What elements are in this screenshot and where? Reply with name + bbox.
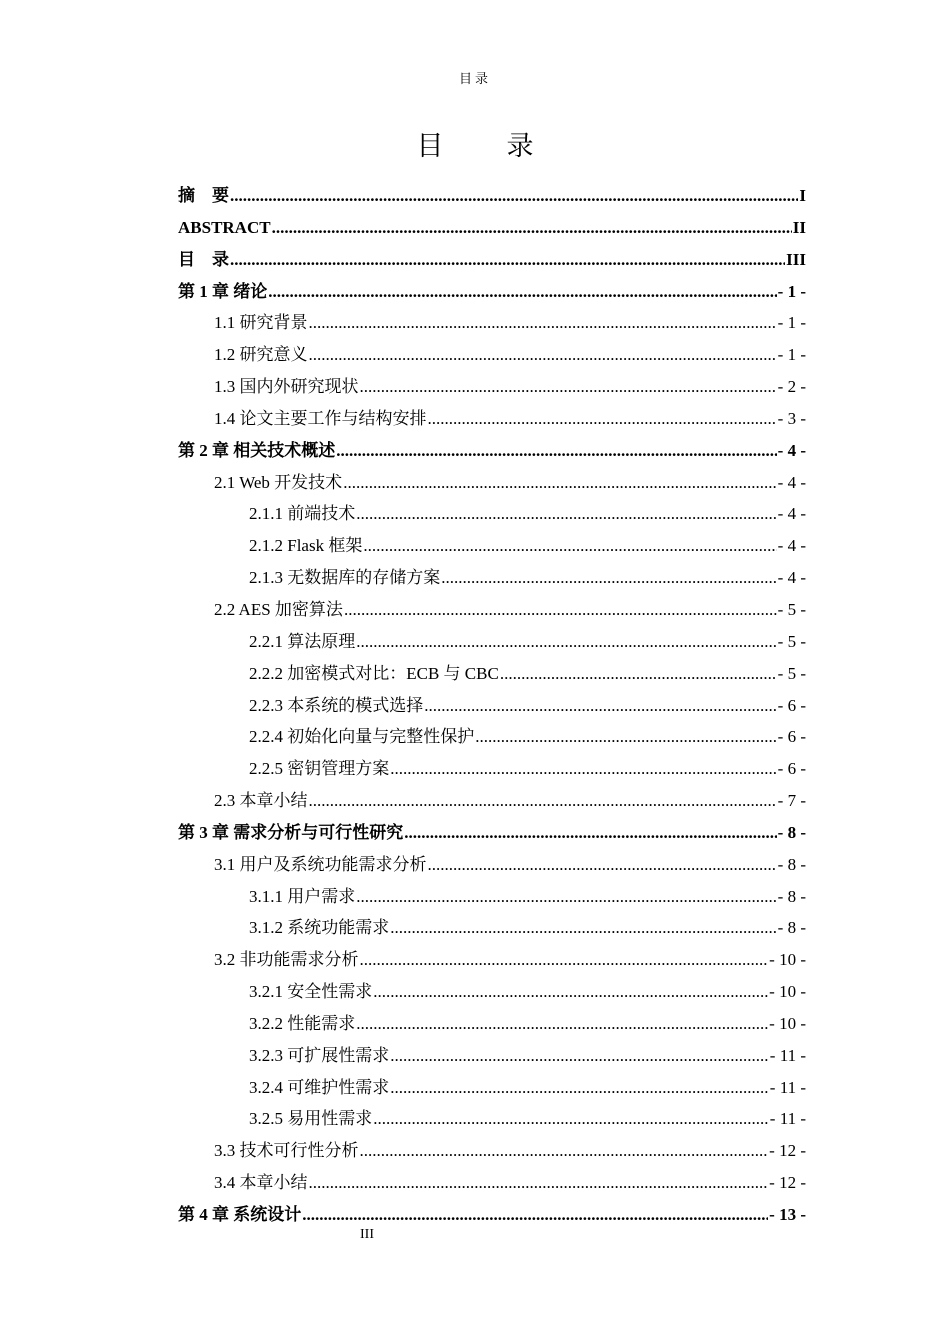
- toc-entry-page: - 6 -: [777, 759, 806, 779]
- toc-entry[interactable]: [178, 180, 806, 212]
- toc-leader-dots: [356, 881, 776, 913]
- toc-entry[interactable]: [178, 498, 806, 530]
- toc-entry-title: 第 3 章 需求分析与可行性研究: [178, 822, 404, 842]
- toc-entry-title: 2.2 AES 加密算法: [214, 599, 343, 619]
- toc-entry[interactable]: [178, 1103, 806, 1135]
- toc-leader-dots: [441, 562, 776, 594]
- toc-entry-page: - 13 -: [769, 1205, 806, 1224]
- toc-entry-title: 3.1 用户及系统功能需求分析: [214, 854, 427, 874]
- toc-entry-title: 1.1 研究背景: [214, 313, 308, 333]
- toc-leader-dots: [356, 1008, 768, 1040]
- toc-entry[interactable]: [178, 530, 806, 562]
- toc-leader-dots: [500, 658, 777, 690]
- toc-entry-title: 第 2 章 相关技术概述: [178, 440, 336, 460]
- toc-entry-title: 3.1.1 用户需求: [249, 886, 356, 906]
- toc-entry-title: 2.1.3 无数据库的存储方案: [249, 568, 441, 588]
- toc-entry-page: - 1 -: [777, 281, 806, 301]
- toc-entry-page: - 3 -: [777, 408, 806, 428]
- toc-entry-page: - 2 -: [777, 377, 806, 397]
- toc-entry-page: - 12 -: [769, 1141, 806, 1161]
- toc-entry-title: 目 录: [178, 249, 229, 269]
- toc-entry[interactable]: [178, 339, 806, 371]
- toc-entry[interactable]: [178, 785, 806, 817]
- toc-entry-title: 第 4 章 系统设计: [178, 1205, 302, 1224]
- toc-entry-title: 摘 要: [178, 186, 229, 205]
- toc-entry[interactable]: [178, 817, 806, 849]
- toc-leader-dots: [336, 435, 776, 467]
- toc-entry-page: - 10 -: [769, 950, 806, 970]
- toc-leader-dots: [309, 339, 777, 371]
- toc-entry-page: - 10 -: [769, 1013, 806, 1033]
- toc-entry-title: 2.1 Web 开发技术: [214, 472, 343, 492]
- toc-entry-title: ABSTRACT: [178, 217, 271, 237]
- toc-leader-dots: [475, 721, 776, 753]
- toc-entry[interactable]: [178, 1008, 806, 1040]
- toc-leader-dots: [344, 594, 777, 626]
- table-of-contents: [178, 180, 806, 1231]
- toc-leader-dots: [424, 690, 776, 722]
- toc-leader-dots: [363, 530, 776, 562]
- toc-entry[interactable]: [178, 276, 806, 308]
- toc-entry[interactable]: [178, 626, 806, 658]
- toc-leader-dots: [268, 276, 776, 308]
- toc-entry-page: - 4 -: [777, 440, 806, 460]
- toc-entry-title: 2.2.1 算法原理: [249, 631, 356, 651]
- toc-entry-page: - 12 -: [769, 1173, 806, 1193]
- toc-entry[interactable]: [178, 849, 806, 881]
- toc-entry-title: 3.4 本章小结: [214, 1173, 308, 1193]
- toc-entry-page: - 1 -: [777, 345, 806, 365]
- toc-entry[interactable]: [178, 912, 806, 944]
- toc-leader-dots: [309, 307, 777, 339]
- toc-entry-page: - 6 -: [777, 695, 806, 715]
- toc-entry[interactable]: [178, 244, 806, 276]
- toc-entry-page: - 11 -: [769, 1045, 806, 1065]
- toc-entry-title: 3.2.2 性能需求: [249, 1013, 356, 1033]
- toc-entry-title: 2.2.4 初始化向量与完整性保护: [249, 727, 475, 747]
- toc-leader-dots: [428, 849, 777, 881]
- toc-entry-title: 2.2.3 本系统的模式选择: [249, 695, 424, 715]
- toc-entry-title: 3.2 非功能需求分析: [214, 950, 359, 970]
- toc-leader-dots: [309, 1167, 769, 1199]
- toc-entry-title: 3.1.2 系统功能需求: [249, 918, 390, 938]
- toc-entry[interactable]: [178, 976, 806, 1008]
- toc-entry[interactable]: [178, 1135, 806, 1167]
- toc-leader-dots: [390, 1072, 769, 1104]
- toc-entry-title: 1.2 研究意义: [214, 345, 308, 365]
- toc-leader-dots: [373, 976, 768, 1008]
- toc-entry-page: - 11 -: [769, 1077, 806, 1097]
- toc-entry-page: - 7 -: [777, 791, 806, 811]
- page-title: 目 录: [416, 131, 552, 161]
- toc-entry[interactable]: [178, 307, 806, 339]
- toc-leader-dots: [428, 403, 777, 435]
- toc-entry-page: - 6 -: [777, 727, 806, 747]
- page-number: III: [360, 1227, 374, 1242]
- toc-entry[interactable]: [178, 403, 806, 435]
- toc-leader-dots: [356, 626, 776, 658]
- toc-entry[interactable]: [178, 690, 806, 722]
- toc-entry-page: I: [799, 186, 806, 205]
- toc-entry-page: - 8 -: [777, 854, 806, 874]
- toc-entry-page: - 11 -: [769, 1109, 806, 1129]
- toc-entry-title: 2.2.2 加密模式对比：ECB 与 CBC: [249, 663, 499, 683]
- toc-leader-dots: [373, 1103, 769, 1135]
- toc-entry-title: 2.3 本章小结: [214, 791, 308, 811]
- toc-entry[interactable]: [178, 1167, 806, 1199]
- toc-entry-page: III: [786, 249, 806, 269]
- toc-entry-page: - 5 -: [777, 663, 806, 683]
- toc-entry-title: 2.1.2 Flask 框架: [249, 536, 363, 556]
- toc-entry-title: 第 1 章 绪论: [178, 281, 268, 301]
- toc-leader-dots: [404, 817, 776, 849]
- toc-entry[interactable]: [178, 1072, 806, 1104]
- toc-entry-title: 3.2.5 易用性需求: [249, 1109, 373, 1129]
- toc-leader-dots: [360, 371, 777, 403]
- toc-entry-page: II: [792, 217, 806, 237]
- toc-entry-title: 3.3 技术可行性分析: [214, 1141, 359, 1161]
- toc-entry-page: - 8 -: [777, 822, 806, 842]
- toc-leader-dots: [356, 498, 776, 530]
- toc-leader-dots: [390, 753, 776, 785]
- toc-entry-page: - 5 -: [777, 631, 806, 651]
- toc-leader-dots: [230, 180, 798, 212]
- toc-leader-dots: [230, 244, 785, 276]
- toc-entry[interactable]: [178, 721, 806, 753]
- toc-entry-page: - 4 -: [777, 504, 806, 524]
- toc-entry-page: - 4 -: [777, 568, 806, 588]
- toc-leader-dots: [390, 1040, 769, 1072]
- toc-leader-dots: [390, 912, 776, 944]
- toc-entry[interactable]: [178, 658, 806, 690]
- toc-entry[interactable]: [178, 212, 806, 244]
- running-header: 目录: [458, 71, 491, 86]
- toc-entry-title: 1.3 国内外研究现状: [214, 377, 359, 397]
- toc-leader-dots: [360, 944, 769, 976]
- toc-entry[interactable]: [178, 594, 806, 626]
- toc-entry[interactable]: [178, 562, 806, 594]
- toc-entry-title: 1.4 论文主要工作与结构安排: [214, 408, 427, 428]
- toc-entry[interactable]: [178, 1199, 806, 1231]
- toc-entry-page: - 5 -: [777, 599, 806, 619]
- toc-leader-dots: [272, 212, 792, 244]
- toc-entry[interactable]: [178, 944, 806, 976]
- toc-entry-title: 3.2.1 安全性需求: [249, 982, 373, 1002]
- toc-entry-title: 3.2.3 可扩展性需求: [249, 1045, 390, 1065]
- toc-entry[interactable]: [178, 467, 806, 499]
- toc-entry-title: 2.1.1 前端技术: [249, 504, 356, 524]
- toc-entry[interactable]: [178, 881, 806, 913]
- toc-leader-dots: [343, 467, 776, 499]
- toc-leader-dots: [360, 1135, 769, 1167]
- toc-entry-title: 2.2.5 密钥管理方案: [249, 759, 390, 779]
- toc-entry[interactable]: [178, 435, 806, 467]
- toc-entry-page: - 8 -: [777, 918, 806, 938]
- toc-entry-page: - 8 -: [777, 886, 806, 906]
- toc-entry[interactable]: [178, 371, 806, 403]
- toc-entry[interactable]: [178, 1040, 806, 1072]
- toc-entry-page: - 4 -: [777, 472, 806, 492]
- toc-leader-dots: [309, 785, 777, 817]
- toc-entry-page: - 1 -: [777, 313, 806, 333]
- toc-entry-page: - 4 -: [777, 536, 806, 556]
- toc-entry[interactable]: [178, 753, 806, 785]
- toc-entry-title: 3.2.4 可维护性需求: [249, 1077, 390, 1097]
- toc-entry-page: - 10 -: [769, 982, 806, 1002]
